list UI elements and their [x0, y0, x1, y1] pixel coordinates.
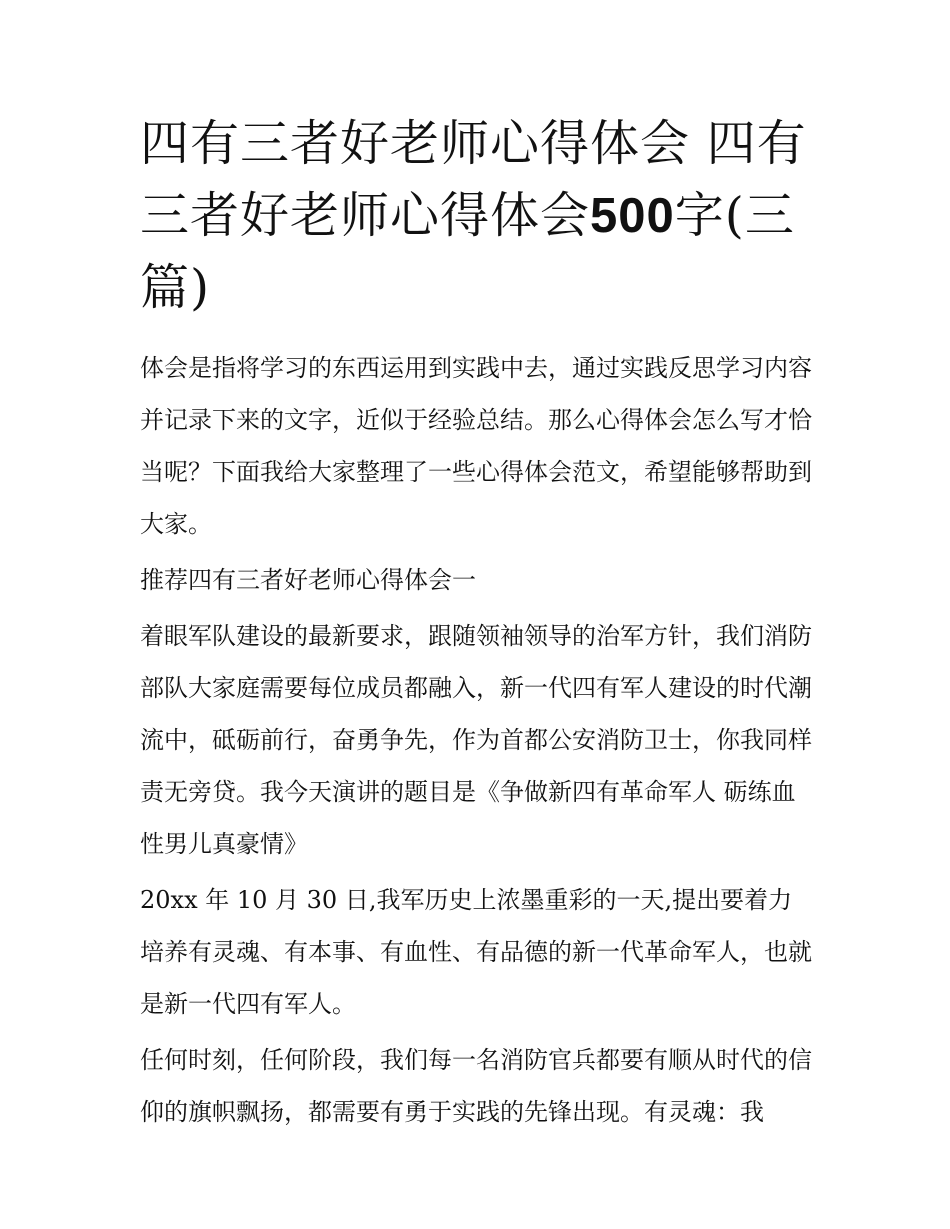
- title-line-2-prefix: 三者好老师心得体会: [140, 187, 591, 244]
- section-heading: 推荐四有三者好老师心得体会一: [140, 566, 476, 594]
- body-paragraph-2: 20xx 年 10 月 30 日,我军历史上浓墨重彩的一天,提出要着力培养有灵魂、有本事、有血性、有品德的新一代革命军人，也就是新一代四有军人。: [140, 886, 812, 1018]
- intro-paragraph: 体会是指将学习的东西运用到实践中去，通过实践反思学习内容并记录下来的文字，近似于经验总结。那么心得体会怎么写才恰当呢？下面我给大家整理了一些心得体会范文，希望能够帮助到大家。: [140, 354, 812, 538]
- document-page: [140, 108, 812, 1138]
- body-paragraph-3: 任何时刻，任何阶段，我们每一名消防官兵都要有顺从时代的信仰的旗帜飘扬，都需要有勇于实践的先锋出现。有灵魂：我: [140, 1046, 812, 1126]
- title-line-1: 四有三者好老师心得体会 四有: [140, 115, 807, 172]
- title-line-2-suffix: 字(三: [674, 187, 795, 244]
- title-line-3: 篇): [140, 259, 211, 316]
- body-paragraph-1: 着眼军队建设的最新要求，跟随领袖领导的治军方针，我们消防部队大家庭需要每位成员都融入，新一代四有军人建设的时代潮流中，砥砺前行，奋勇争先，作为首都公安消防卫士，你我同样责无旁贷。我今天演讲的题目是《争做新四有革命军人 砺练血性男儿真豪情》: [140, 622, 812, 858]
- document-title: [140, 108, 812, 324]
- title-number: 500: [590, 189, 675, 243]
